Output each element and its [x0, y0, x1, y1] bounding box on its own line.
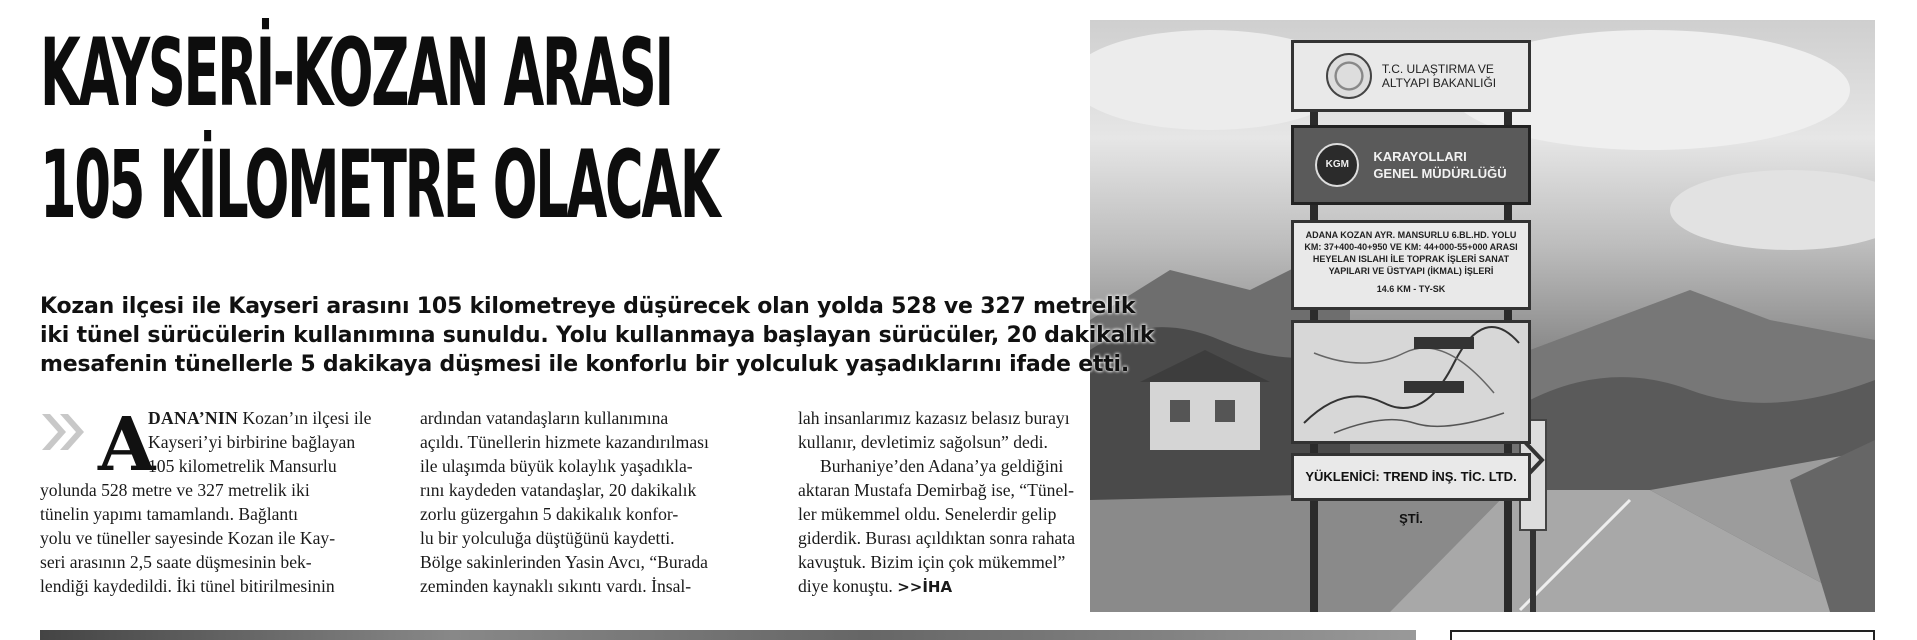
body-line: Burhaniye’den Adana’ya geldiğini [820, 456, 1064, 476]
body-line: lendiği kaydedildi. İki tünel bitirilmesinin [40, 576, 335, 596]
body-line: lu bir yolculuğa düştüğünü kaydetti. [420, 528, 675, 548]
article-photo [1090, 20, 1875, 612]
news-source: >>İHA [897, 578, 953, 596]
headline-line-1: KAYSERİ-KOZAN ARASI [40, 19, 672, 128]
project-sign-line: YAPILARI VE ÜSTYAPI (İKMAL) İŞLERİ [1328, 266, 1494, 276]
body-line: lah insanlarımız kazasız belasız burayı [798, 408, 1070, 428]
project-sign-km: 14.6 KM - TY-SK [1376, 284, 1446, 294]
route-map-icon [1294, 323, 1528, 441]
project-sign-line: HEYELAN ISLAHI İLE TOPRAK İŞLERİ SANAT [1312, 254, 1510, 264]
lead-line: mesafenin tünellerle 5 dakikaya düşmesi ile konforlu bir yolculuk yaşadıklarını ifade etti. [40, 352, 1130, 377]
kgm-logo-icon: KGM [1315, 143, 1359, 187]
next-article-photo-strip [40, 630, 1416, 640]
ministry-sign [1291, 40, 1531, 112]
body-line: Bölge sakinlerinden Yasin Avcı, “Burada [420, 552, 708, 572]
body-line: rını kaydeden vatandaşlar, 20 dakikalık [420, 480, 697, 500]
project-sign-line: KM: 37+400-40+950 VE KM: 44+000-55+000 ARASI [1304, 242, 1518, 252]
headline-line-2: 105 KİLOMETRE OLACAK [40, 131, 719, 240]
body-line: kavuştuk. Bizim için çok mükemmel” [798, 552, 1066, 572]
route-map-sign [1291, 320, 1531, 444]
body-line: ler mükemmel oldu. Senelerdir gelip [798, 504, 1057, 524]
article-column-1 [40, 402, 400, 598]
body-line: tünelin yapımı tamamlandı. Bağlantı [40, 504, 298, 524]
contractor-sign: YÜKLENİCİ: TREND İNŞ. TİC. LTD. ŞTİ. [1291, 453, 1531, 501]
body-line: ile ulaşımda büyük kolaylık yaşadıkla- [420, 456, 693, 476]
body-line: 105 kilometrelik Mansurlu [148, 456, 337, 476]
kgm-sign-line: GENEL MÜDÜRLÜĞÜ [1373, 166, 1507, 181]
next-article-box [1450, 630, 1875, 640]
body-line: açıldı. Tünellerin hizmete kazandırılması [420, 432, 709, 452]
body-line: zorlu güzergahın 5 dakikalık konfor- [420, 504, 679, 524]
body-line: kullanır, devletimiz sağolsun” dedi. [798, 432, 1048, 452]
body-line: giderdik. Burası açıldıktan sonra rahata [798, 528, 1076, 548]
body-line: yolu ve tüneller sayesinde Kozan ile Kay- [40, 528, 336, 548]
body-line: Kozan’ın ilçesi ile [242, 408, 372, 428]
headline [40, 18, 718, 242]
kgm-sign-line: KARAYOLLARI [1373, 149, 1467, 164]
body-line: diye konuştu. [798, 576, 893, 596]
article-kicker: DANA’NIN [148, 408, 239, 428]
kgm-sign [1291, 125, 1531, 205]
body-line: ardından vatandaşların kullanımına [420, 408, 669, 428]
body-line: seri arasının 2,5 saate düşmesinin bek- [40, 552, 312, 572]
body-line: zeminden kaynaklı sıkıntı vardı. İnsal- [420, 576, 692, 596]
article-column-2 [420, 406, 780, 598]
ministry-sign-line: ALTYAPI BAKANLIĞI [1381, 76, 1497, 90]
project-sign-line: ADANA KOZAN AYR. MANSURLU 6.BL.HD. YOLU [1305, 230, 1517, 240]
lead-line: iki tünel sürücülerin kullanımına sunuldu. Yolu kullanmaya başlayan sürücüler, 20 dakikalık [40, 323, 1155, 348]
project-sign [1291, 220, 1531, 310]
lead-line: Kozan ilçesi ile Kayseri arasını 105 kilometreye düşürecek olan yolda 528 ve 327 metrelik [40, 294, 1136, 319]
ministry-sign-line: T.C. ULAŞTIRMA VE [1381, 62, 1494, 76]
body-line: aktaran Mustafa Demirbağ ise, “Tünel- [798, 480, 1075, 500]
ministry-emblem-icon [1326, 53, 1372, 99]
body-line: Kayseri’yi birbirine bağlayan [148, 432, 356, 452]
drop-cap: A [98, 402, 156, 488]
article-column-3 [798, 406, 1158, 599]
body-line: yolunda 528 metre ve 327 metrelik iki [40, 480, 310, 500]
lead-paragraph [40, 292, 1155, 379]
